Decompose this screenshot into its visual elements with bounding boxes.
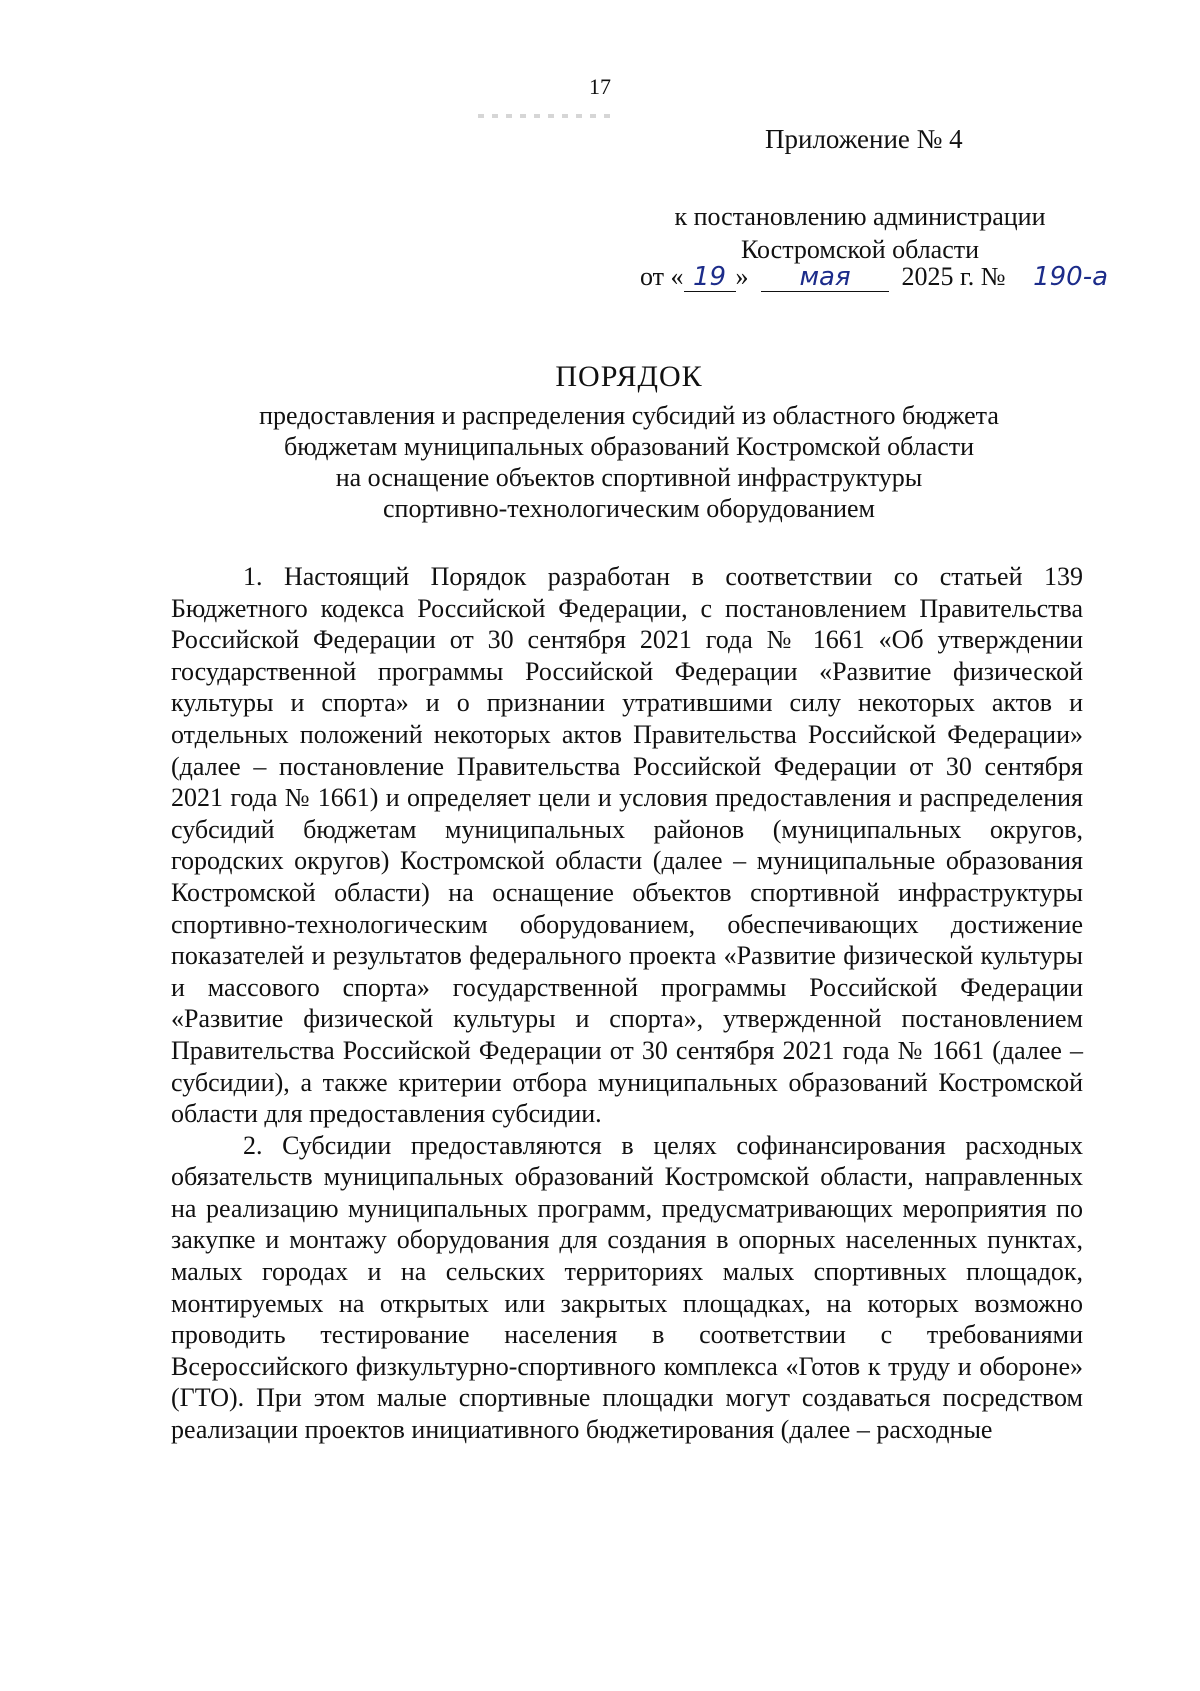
- paragraph-1: 1. Настоящий Порядок разработан в соответствии со статьей 139 Бюджетного кодекса Российской Федерации, с постановлением Правительства Российской Федерации от 30 сентября 2021 года № 1661 «Об утверждении государственной программы Российской Федерации «Развитие физической культуры и спорта» и о признании утратившими силу некоторых актов и отдельных положений некоторых актов Правительства Российской Федерации» (далее – постановление Правительства Российской Федерации от 30 сентября 2021 года № 1661) и определяет цели и условия предоставления и распределения субсидий бюджетам муниципальных районов (муниципальных округов, городских округов) Костромской области (далее – муниципальные образования Костромской области) на оснащение объектов спортивной инфраструктуры спортивно-технологическим оборудованием, обеспечивающих достижение показателей и результатов федерального проекта «Развитие физической культуры и массового спорта» государственной программы Российской Федерации «Развитие физической культуры и спорта», утвержденной постановлением Правительства Российской Федерации от 30 сентября 2021 года № 1661 (далее – субсидии), а также критерии отбора муниципальных образований Костромской области для предоставления субсидии.: [171, 562, 1083, 1129]
- date-year: 2025 г. №: [901, 262, 1006, 291]
- date-prefix: от «: [640, 262, 684, 291]
- reference-block: [630, 200, 1090, 266]
- reference-date-line: [640, 262, 1136, 292]
- date-quote-close: »: [735, 262, 749, 291]
- appendix-label: Приложение № 4: [765, 124, 963, 154]
- scan-artifact: [478, 114, 618, 118]
- handwritten-day: 19: [684, 263, 736, 292]
- subtitle-line: спортивно-технологическим оборудованием: [383, 494, 875, 523]
- reference-line-2: Костромской области: [740, 235, 980, 264]
- paragraph-2: 2. Субсидии предоставляются в целях софинансирования расходных обязательств муниципальных образований Костромской области, направленных на реализацию муниципальных программ, предусматривающих мероприятия по закупке и монтажу оборудования для создания в опорных населенных пунктах, малых городах и на сельских территориях малых спортивных площадок, монтируемых на открытых или закрытых площадках, на которых возможно проводить тестирование населения в соответствии с требованиями Всероссийского физкультурно-спортивного комплекса «Готов к труду и обороне» (ГТО). При этом малые спортивные площадки могут создаваться посредством реализации проектов инициативного бюджетирования (далее – расходные: [171, 1130, 1083, 1445]
- subtitle-line: предоставления и распределения субсидий из областного бюджета: [259, 401, 999, 430]
- subtitle-line: на оснащение объектов спортивной инфраструктуры: [335, 463, 923, 492]
- handwritten-number: 190-а: [1033, 262, 1109, 292]
- document-title: ПОРЯДОК: [555, 360, 703, 393]
- subtitle-line: бюджетам муниципальных образований Костромской области: [283, 432, 975, 461]
- handwritten-month: мая: [761, 263, 889, 292]
- page-number: 17: [589, 74, 611, 99]
- document-body: [171, 561, 1083, 1446]
- reference-line-1: к постановлению администрации: [674, 202, 1046, 231]
- document-subtitle: [170, 400, 1088, 524]
